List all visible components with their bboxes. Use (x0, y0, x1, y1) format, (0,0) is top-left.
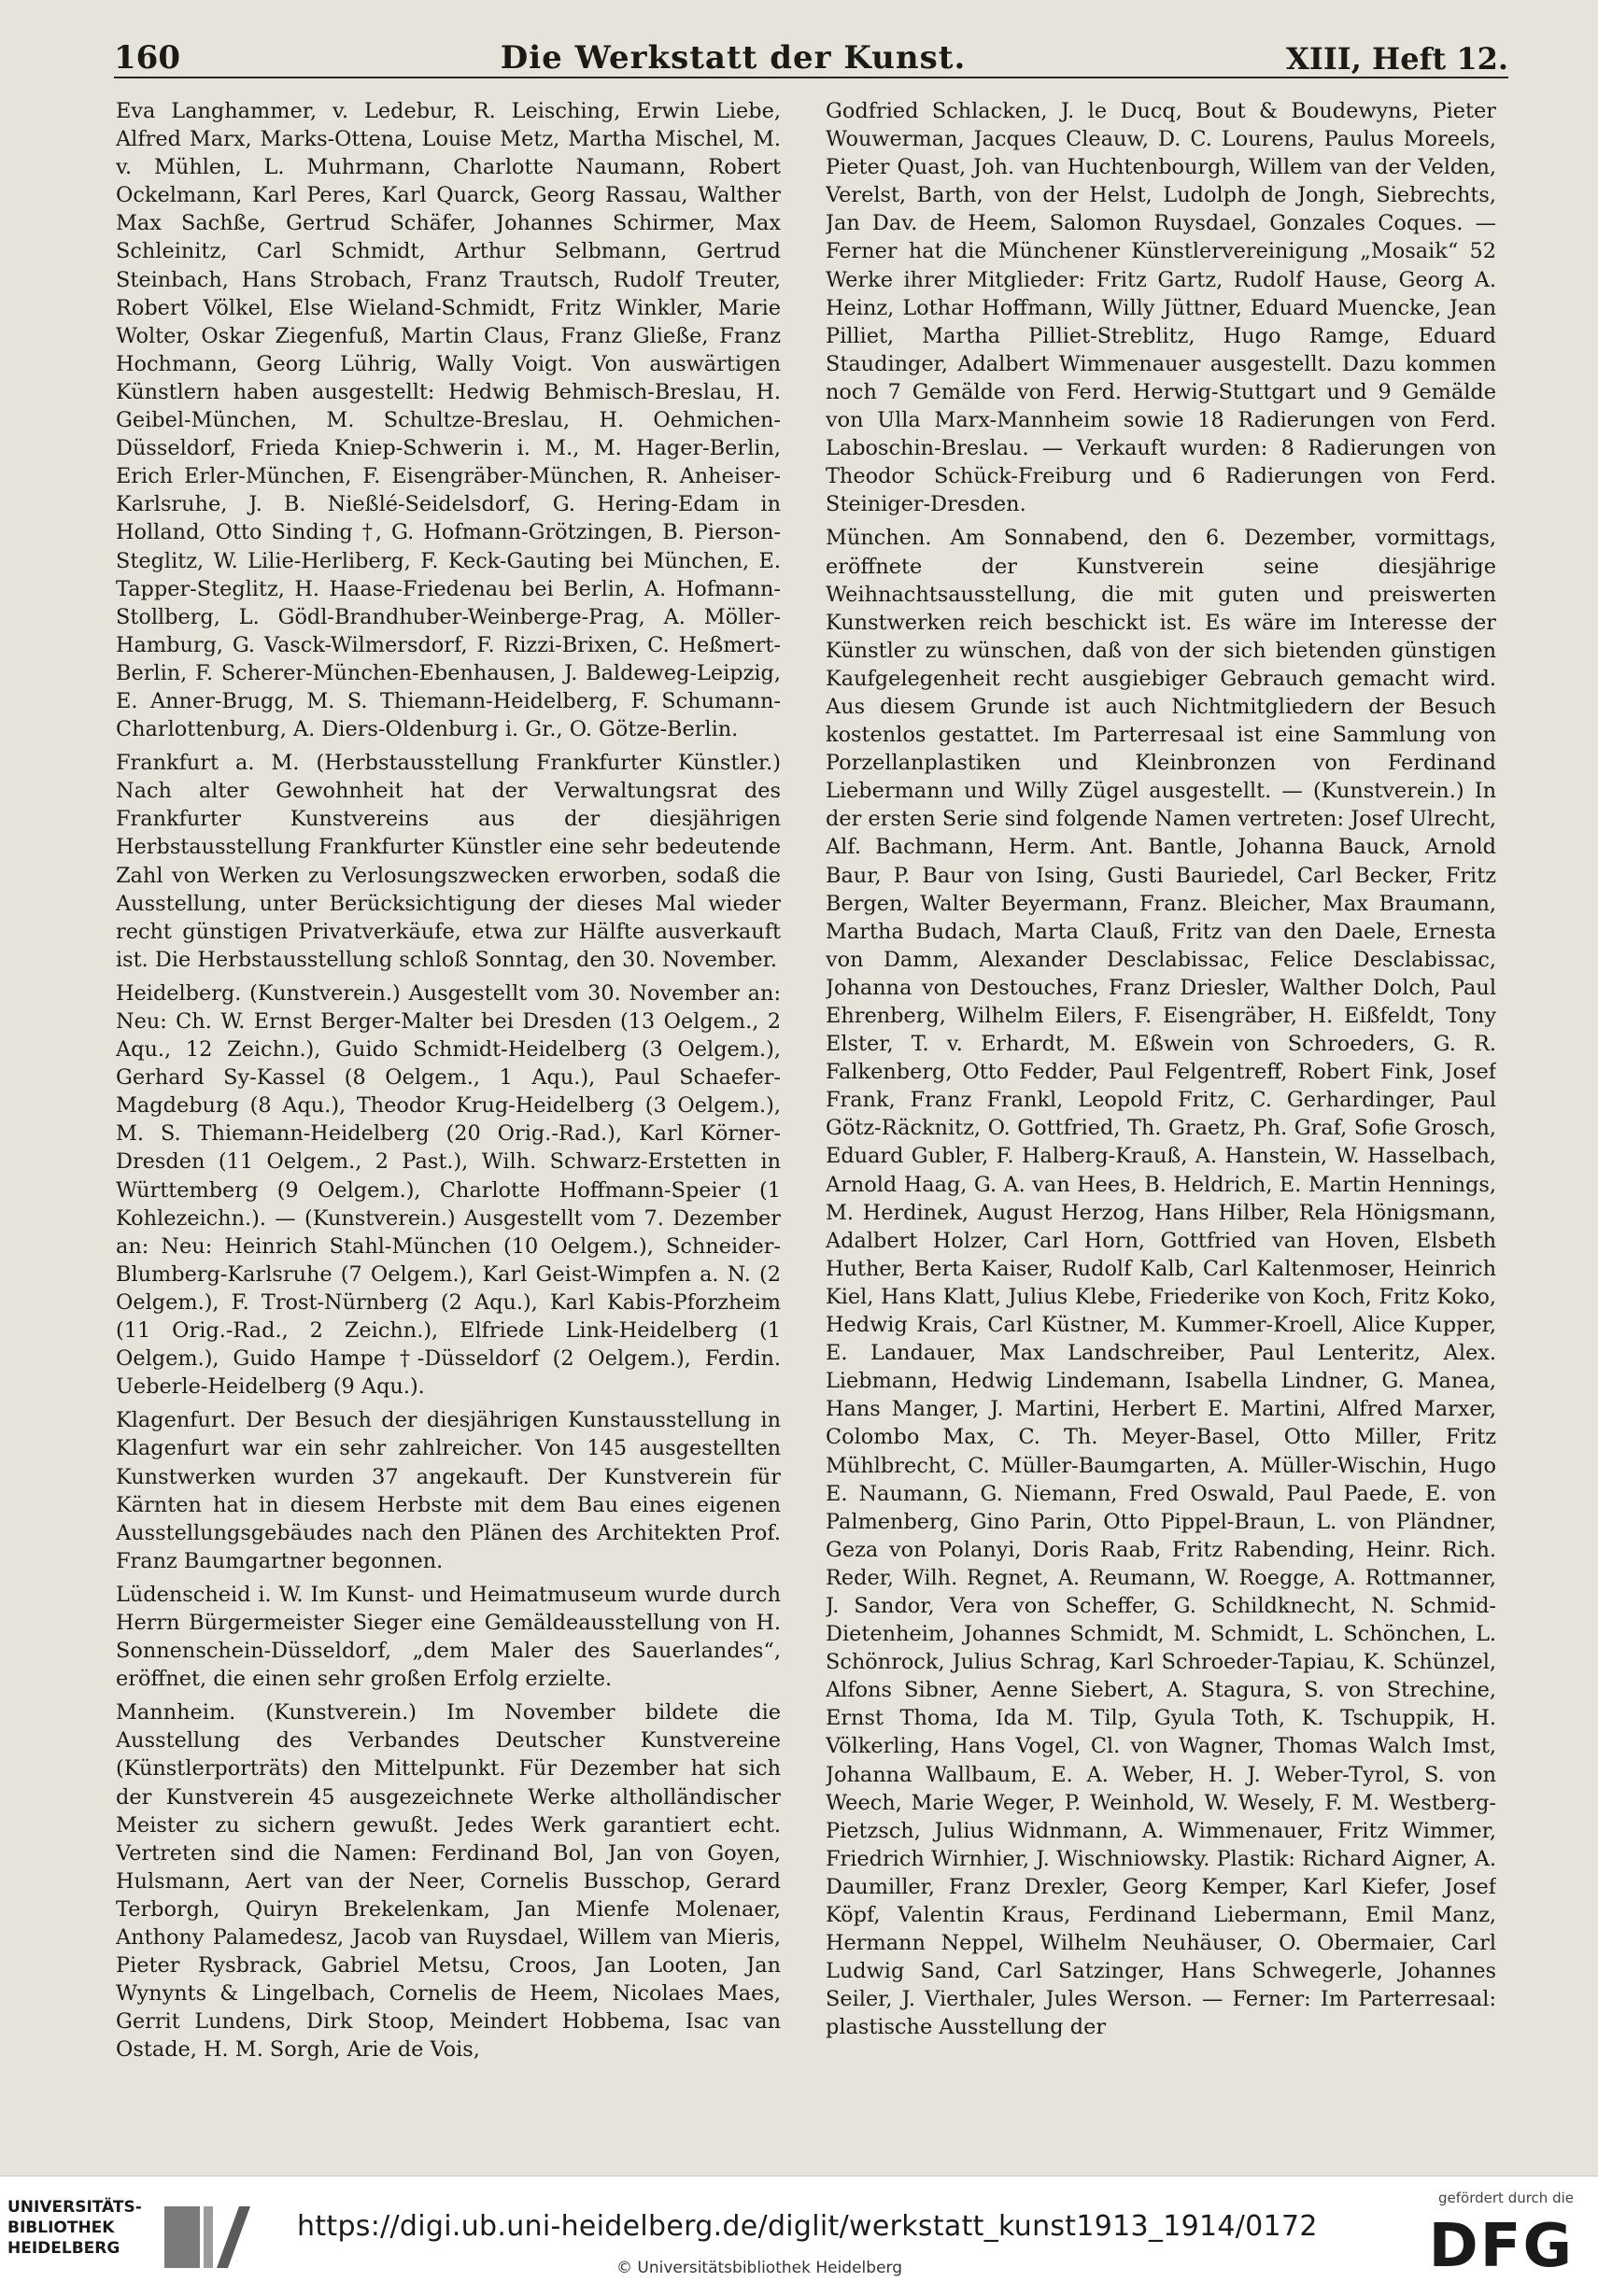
paragraph: München. Am Sonnabend, den 6. Dezember, vormittags, eröffnete der Kunstverein seine diesjährige Weihnachtsausstellung, die mit guten und preiswerten Kunstwerken reich beschickt ist. Es wäre im Interesse der Künstler zu wünschen, daß von der sich bietenden günstigen Kaufgelegenheit recht ausgiebiger Gebrauch gemacht wird. Aus diesem Grunde ist auch Nichtmitgliedern der Besuch kostenlos gestattet. Im Parterresaal ist eine Sammlung von Porzellanplastiken und Kleinbronzen von Ferdinand Liebermann und Willy Zügel ausgestellt. — (Kunstverein.) In der ersten Serie sind folgende Namen vertreten: Josef Ulrecht, Alf. Bachmann, Herm. Ant. Bantle, Johanna Bauck, Arnold Baur, P. Baur von Ising, Gusti Bauriedel, Carl Becker, Fritz Bergen, Walter Beyermann, Franz. Bleicher, Max Braumann, Martha Budach, Marta Clauß, Fritz van den Daele, Ernesta von Damm, Alexander Desclabissac, Felice Desclabissac, Johanna von Destouches, Franz Driesler, Walther Dolch, Paul Ehrenberg, Wilhelm Eilers, F. Eisengräber, H. Eißfeldt, Tony Elster, T. v. Erhardt, M. Eßwein von Schroeders, G. R. Falkenberg, Otto Fedder, Paul Felgentreff, Robert Fink, Josef Frank, Franz Frankl, Leopold Fritz, C. Gerhardinger, Paul Götz-Räcknitz, O. Gottfried, Th. Graetz, Ph. Graf, Sofie Grosch, Eduard Gubler, F. Halberg-Krauß, A. Hanstein, W. Hasselbach, Arnold Haag, G. A. van Hees, B. Heldrich, E. Martin Hennings, M. Herdinek, August Herzog, Hans Hilber, Rela Hönigsmann, Adalbert Holzer, Carl Horn, Gottfried van Hoven, Elsbeth Huther, Berta Kaiser, Rudolf Kalb, Carl Kaltenmoser, Heinrich Kiel, Hans Klatt, Julius Klebe, Friederike von Koch, Fritz Koko, Hedwig Krais, Carl Küstner, M. Kummer-Kroell, Alice Kupper, E. Landauer, Max Landschreiber, Paul Lenteritz, Alex. Liebmann, Hedwig Lindemann, Isabella Lindner, G. Manea, Hans Manger, J. Martini, Herbert E. Martini, Alfred Marxer, Colombo Max, C. Th. Meyer-Basel, Otto Miller, Fritz Mühlbrecht, C. Müller-Baumgarten, A. Müller-Wischin, Hugo E. Naumann, G. Niemann, Fred Oswald, Paul Paede, E. von Palmenberg, Gino Parin, Otto Pippel-Braun, L. von Pländner, Geza von Polanyi, Doris Raab, Fritz Rabending, Heinr. Rich. Reder, Wilh. Regnet, A. Reumann, W. Roegge, A. Rottmanner, J. Sandor, Vera von Scheffer, G. Schildknecht, N. Schmid-Dietenheim, Johannes Schmidt, M. Schmidt, L. Schönchen, L. Schönrock, Julius Schrag, Karl Schroeder-Tapiau, K. Schünzel, Alfons Sibner, Aenne Siebert, A. Stagura, S. von Strechine, Ernst Thoma, Ida M. Tilp, Gyula Toth, K. Tschuppik, H. Völkerling, Hans Vogel, Cl. von Wagner, Thomas Walch Imst, Johanna Wallbaum, E. A. Weber, H. J. Weber-Tyrol, S. von Weech, Marie Weger, P. Weinhold, W. Wesely, F. M. Westberg-Pietzsch, Julius Widnmann, A. Wimmenauer, Fritz Wimmer, Friedrich Wirnhier, J. Wischniowsky. Plastik: Richard Aigner, A. Daumiller, Franz Drexler, Georg Kemper, Karl Kiefer, Josef Köpf, Valentin Kraus, Ferdinand Liebermann, Emil Manz, Hermann Neppel, Wilhelm Neuhäuser, O. Obermaier, Carl Ludwig Sand, Carl Satzinger, Hans Schwegerle, Johannes Seiler, J. Vierthaler, Jules Werson. — Ferner: Im Parterresaal: plastische Ausstellung der (826, 526, 1496, 2040)
left-column (116, 97, 781, 2092)
issue-label: XIII, Heft 12. (1286, 41, 1508, 77)
page-number: 160 (114, 39, 180, 77)
right-column (826, 97, 1496, 2092)
paragraph: Frankfurt a. M. (Herbstausstellung Frankfurter Künstler.) Nach alter Gewohnheit hat der Verwaltungsrat des Frankfurter Kunstvereins aus der diesjährigen Herbstausstellung Frankfurter Künstler eine sehr bedeutende Zahl von Werken zu Verlosungszwecken erworben, sodaß die Ausstellung, unter Berücksichtigung der dieses Mal wieder recht günstigen Privatverkäufe, etwa zur Hälfte ausverkauft ist. Die Herbstausstellung schloß Sonntag, den 30. November. (116, 751, 781, 972)
sponsor-block (1391, 2190, 1577, 2292)
paragraph: Heidelberg. (Kunstverein.) Ausgestellt vom 30. November an: Neu: Ch. W. Ernst Berger-Malter bei Dresden (13 Oelgem., 2 Aqu., 12 Zeichn.), Guido Schmidt-Heidelberg (3 Oelgem.), Gerhard Sy-Kassel (8 Oelgem., 1 Aqu.), Paul Schaefer-Magdeburg (8 Aqu.), Theodor Krug-Heidelberg (3 Oelgem.), M. S. Thiemann-Heidelberg (20 Orig.-Rad.), Karl Körner-Dresden (11 Oelgem., 2 Past.), Wilh. Schwarz-Erstetten in Württemberg (9 Oelgem.), Charlotte Hoffmann-Speier (1 Kohlezeichn.). — (Kunstverein.) Ausgestellt vom 7. Dezember an: Neu: Heinrich Stahl-München (10 Oelgem.), Schneider-Blumberg-Karlsruhe (7 Oelgem.), Karl Geist-Wimpfen a. N. (2 Oelgem.), F. Trost-Nürnberg (2 Aqu.), Karl Kabis-Pforzheim (11 Orig.-Rad., 2 Zeichn.), Elfriede Link-Heidelberg (1 Oelgem.), Guido Hampe †-Düsseldorf (2 Oelgem.), Ferdin. Ueberle-Heidelberg (9 Aqu.). (116, 980, 781, 1400)
viewer-footer (0, 2176, 1598, 2296)
dfg-logo: DFG (1428, 2212, 1574, 2281)
journal-title: Die Werkstatt der Kunst. (500, 39, 967, 77)
paragraph: Eva Langhammer, v. Ledebur, R. Leisching, Erwin Liebe, Alfred Marx, Marks-Ottena, Louise Metz, Martha Mischel, M. v. Mühlen, L. Muhrmann, Charlotte Naumann, Robert Ockelmann, Karl Peres, Karl Quarck, Georg Rassau, Walther Max Sachße, Gertrud Schäfer, Johannes Schirmer, Max Schleinitz, Carl Schmidt, Arthur Selbmann, Gertrud Steinbach, Hans Strobach, Franz Trautsch, Rudolf Treuter, Robert Völkel, Else Wieland-Schmidt, Fritz Winkler, Marie Wolter, Oskar Ziegenfuß, Martin Claus, Franz Gließe, Franz Hochmann, Georg Lührig, Wally Voigt. Von auswärtigen Künstlern haben ausgestellt: Hedwig Behmisch-Breslau, H. Geibel-München, M. Schultze-Breslau, H. Oehmichen-Düsseldorf, Frieda Kniep-Schwerin i. M., M. Hager-Berlin, Erich Erler-München, F. Eisengräber-München, R. Anheiser-Karlsruhe, J. B. Nießlé-Seidelsdorf, G. Hering-Edam in Holland, Otto Sinding †, G. Hofmann-Grötzingen, B. Pierson-Steglitz, W. Lilie-Herliberg, F. Keck-Gauting bei München, E. Tapper-Steglitz, H. Haase-Friedenau bei Berlin, A. Hofmann-Stollberg, L. Gödl-Brandhuber-Weinberge-Prag, A. Möller-Hamburg, G. Vasck-Wilmersdorf, F. Rizzi-Brixen, C. Heßmert-Berlin, F. Scherer-München-Ebenhausen, J. Baldeweg-Leipzig, E. Anner-Brugg, M. S. Thiemann-Heidelberg, F. Schumann-Charlottenburg, A. Diers-Oldenburg i. Gr., O. Götze-Berlin. (116, 99, 781, 742)
sponsor-label: gefördert durch die (1438, 2190, 1574, 2206)
library-logo-icon (155, 2201, 258, 2279)
paragraph: Godfried Schlacken, J. le Ducq, Bout & Boudewyns, Pieter Wouwerman, Jacques Cleauw, D. C. Lourens, Paulus Moreels, Pieter Quast, Joh. van Huchtenbourgh, Willem van der Velden, Verelst, Barth, von der Helst, Ludolph de Jongh, Siebrechts, Jan Dav. de Heem, Salomon Ruysdael, Gonzales Coques. — Ferner hat die Münchener Künstlervereinigung „Mosaik“ 52 Werke ihrer Mitglieder: Fritz Gartz, Rudolf Hause, Georg A. Heinz, Lothar Hoffmann, Willy Jüttner, Eduard Muencke, Jean Pilliet, Martha Pilliet-Streblitz, Hugo Ramge, Eduard Staudinger, Adalbert Wimmenauer ausgestellt. Dazu kommen noch 7 Gemälde von Ferd. Herwig-Stuttgart und 9 Gemälde von Ulla Marx-Mannheim sowie 18 Radierungen von Ferd. Laboschin-Breslau. — Verkauft wurden: 8 Radierungen von Theodor Schück-Freiburg und 6 Radierungen von Ferd. Steiniger-Dresden. (826, 99, 1496, 517)
copyright-notice: © Universitätsbibliothek Heidelberg (616, 2259, 903, 2277)
page-header (114, 30, 1508, 78)
library-name: UNIVERSITÄTS- BIBLIOTHEK HEIDELBERG (7, 2198, 142, 2258)
page-url-link[interactable]: https://digi.ub.uni-heidelberg.de/diglit/werkstatt_kunst1913_1914/0172 (297, 2210, 1318, 2243)
paragraph: Klagenfurt. Der Besuch der diesjährigen Kunstausstellung in Klagenfurt war ein sehr zahlreicher. Von 145 ausgestellten Kunstwerken wurden 37 angekauft. Der Kunstverein für Kärnten hat in diesem Herbste mit dem Bau eines eigenen Ausstellungsgebäudes nach den Plänen des Architekten Prof. Franz Baumgartner begonnen. (116, 1408, 781, 1573)
paragraph: Mannheim. (Kunstverein.) Im November bildete die Ausstellung des Verbandes Deutscher Kunstvereine (Künstlerporträts) den Mittelpunkt. Für Dezember hat sich der Kunstverein 45 ausgezeichnete Werke altholländischer Meister zu sichern gewußt. Jedes Werk garantiert echt. Vertreten sind die Namen: Ferdinand Bol, Jan von Goyen, Hulsmann, Aert van der Neer, Cornelis Busschop, Gerard Terborgh, Quiryn Brekelenkam, Jan Mienfe Molenaer, Anthony Palamedesz, Jacob van Ruysdael, Willem van Mieris, Pieter Rysbrack, Gabriel Metsu, Croos, Jan Looten, Jan Wynynts & Lingelbach, Cornelis de Heem, Nicolaes Maes, Gerrit Lundens, Dirk Stoop, Meindert Hobbema, Isac van Ostade, H. M. Sorgh, Arie de Vois, (116, 1700, 781, 2063)
paragraph: Lüdenscheid i. W. Im Kunst- und Heimatmuseum wurde durch Herrn Bürgermeister Sieger eine Gemäldeausstellung von H. Sonnenschein-Düsseldorf, „dem Maler des Sauerlandes“, eröffnet, die einen sehr großen Erfolg erzielte. (116, 1582, 781, 1692)
